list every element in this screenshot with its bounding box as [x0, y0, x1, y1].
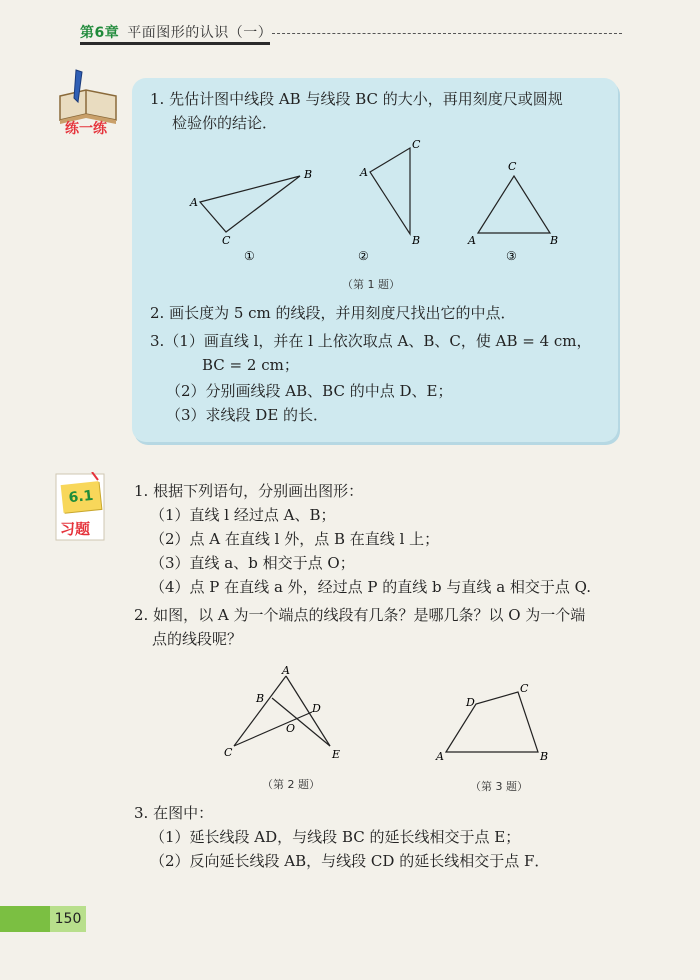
- fig2-point-e: E: [332, 748, 341, 761]
- practice-q2: 2. 画长度为 5 cm 的线段，并用刻度尺找出它的中点．: [150, 304, 516, 322]
- fig2-point-o: O: [286, 722, 296, 735]
- chapter-title: [80, 22, 272, 42]
- header-dashed-rule: [272, 33, 622, 34]
- point-b-1: B: [304, 168, 313, 181]
- practice-q3-line4: （3）求线段 DE 的长．: [166, 406, 329, 424]
- figure-q1-caption: （第 1 题）: [342, 278, 400, 291]
- exercise-label: 习题: [60, 520, 91, 538]
- fig3-point-a: A: [436, 750, 444, 763]
- ex-q1-line4: （3）直线 a、b 相交于点 O；: [150, 554, 355, 572]
- fig3-point-c: C: [520, 682, 529, 695]
- header-underline: [80, 42, 270, 45]
- point-a-2: A: [360, 166, 368, 179]
- point-c-1: C: [222, 234, 231, 247]
- ex-q1-line5: （4）点 P 在直线 a 外，经过点 P 的直线 b 与直线 a 相交于点 Q.: [150, 578, 591, 596]
- figure-q3-svg: [436, 682, 556, 772]
- practice-q3-line3: （2）分别画线段 AB、BC 的中点 D、E；: [166, 382, 453, 400]
- fig2-point-d: D: [312, 702, 321, 715]
- fig-label-2: ②: [358, 249, 369, 263]
- fig2-point-a: A: [282, 664, 290, 677]
- fig3-point-b: B: [540, 750, 549, 763]
- ex-q3-line2: （1）延长线段 AD，与线段 BC 的延长线相交于点 E；: [150, 828, 521, 846]
- fig-label-1: ①: [244, 249, 255, 263]
- figure-q2: [220, 666, 350, 770]
- chapter-name: 平面图形的认识（一）: [127, 25, 273, 41]
- point-b-2: B: [412, 234, 421, 247]
- triangle-3: [467, 160, 558, 247]
- exercise-badge: 6.1: [61, 481, 102, 513]
- fig-label-3: ③: [506, 249, 517, 263]
- figure-q3-caption: （第 3 题）: [470, 780, 528, 793]
- ex-q2-line1: 2. 如图，以 A 为一个端点的线段有几条？是哪几条？以 O 为一个端: [134, 606, 586, 624]
- point-b-3: B: [550, 234, 559, 247]
- ex-q1-line1: 1. 根据下列语句，分别画出图形：: [134, 482, 364, 500]
- point-a-1: A: [190, 196, 198, 209]
- practice-q1-line2: 检验你的结论．: [172, 114, 278, 132]
- ex-q3-line1: 3. 在图中：: [134, 804, 214, 822]
- page-number: 150: [50, 906, 86, 932]
- fig2-point-b: B: [256, 692, 265, 705]
- figure-q2-caption: （第 2 题）: [262, 778, 320, 791]
- ex-q1-line2: （1）直线 l 经过点 A、B；: [150, 506, 336, 524]
- point-c-2: C: [412, 138, 421, 151]
- ex-q2-line2: 点的线段呢？: [152, 630, 243, 648]
- figure-q3: [436, 682, 556, 776]
- practice-label: 练一练: [65, 121, 107, 137]
- figure-q1: [180, 140, 600, 274]
- figure-q2-svg: [220, 666, 350, 766]
- triangle-2: [359, 138, 421, 247]
- practice-q3-line1: 3.（1）画直线 l，并在 l 上依次取点 A、B、C，使 AB = 4 cm，: [150, 332, 592, 350]
- practice-q1-line1: 1. 先估计图中线段 AB 与线段 BC 的大小，再用刻度尺或圆规: [150, 90, 563, 108]
- ex-q3-line3: （2）反向延长线段 AB，与线段 CD 的延长线相交于点 F．: [150, 852, 550, 870]
- point-c-3: C: [508, 160, 517, 173]
- ex-q1-line3: （2）点 A 在直线 l 外，点 B 在直线 l 上；: [150, 530, 440, 548]
- chapter-header: [80, 20, 640, 44]
- fig2-point-c: C: [224, 746, 233, 759]
- fig3-point-d: D: [466, 696, 475, 709]
- practice-q3-line2: BC = 2 cm；: [202, 356, 299, 374]
- figure-q1-svg: [180, 140, 600, 270]
- chapter-number: 第6章: [80, 25, 120, 41]
- triangle-1: [189, 168, 312, 247]
- point-a-3: A: [468, 234, 476, 247]
